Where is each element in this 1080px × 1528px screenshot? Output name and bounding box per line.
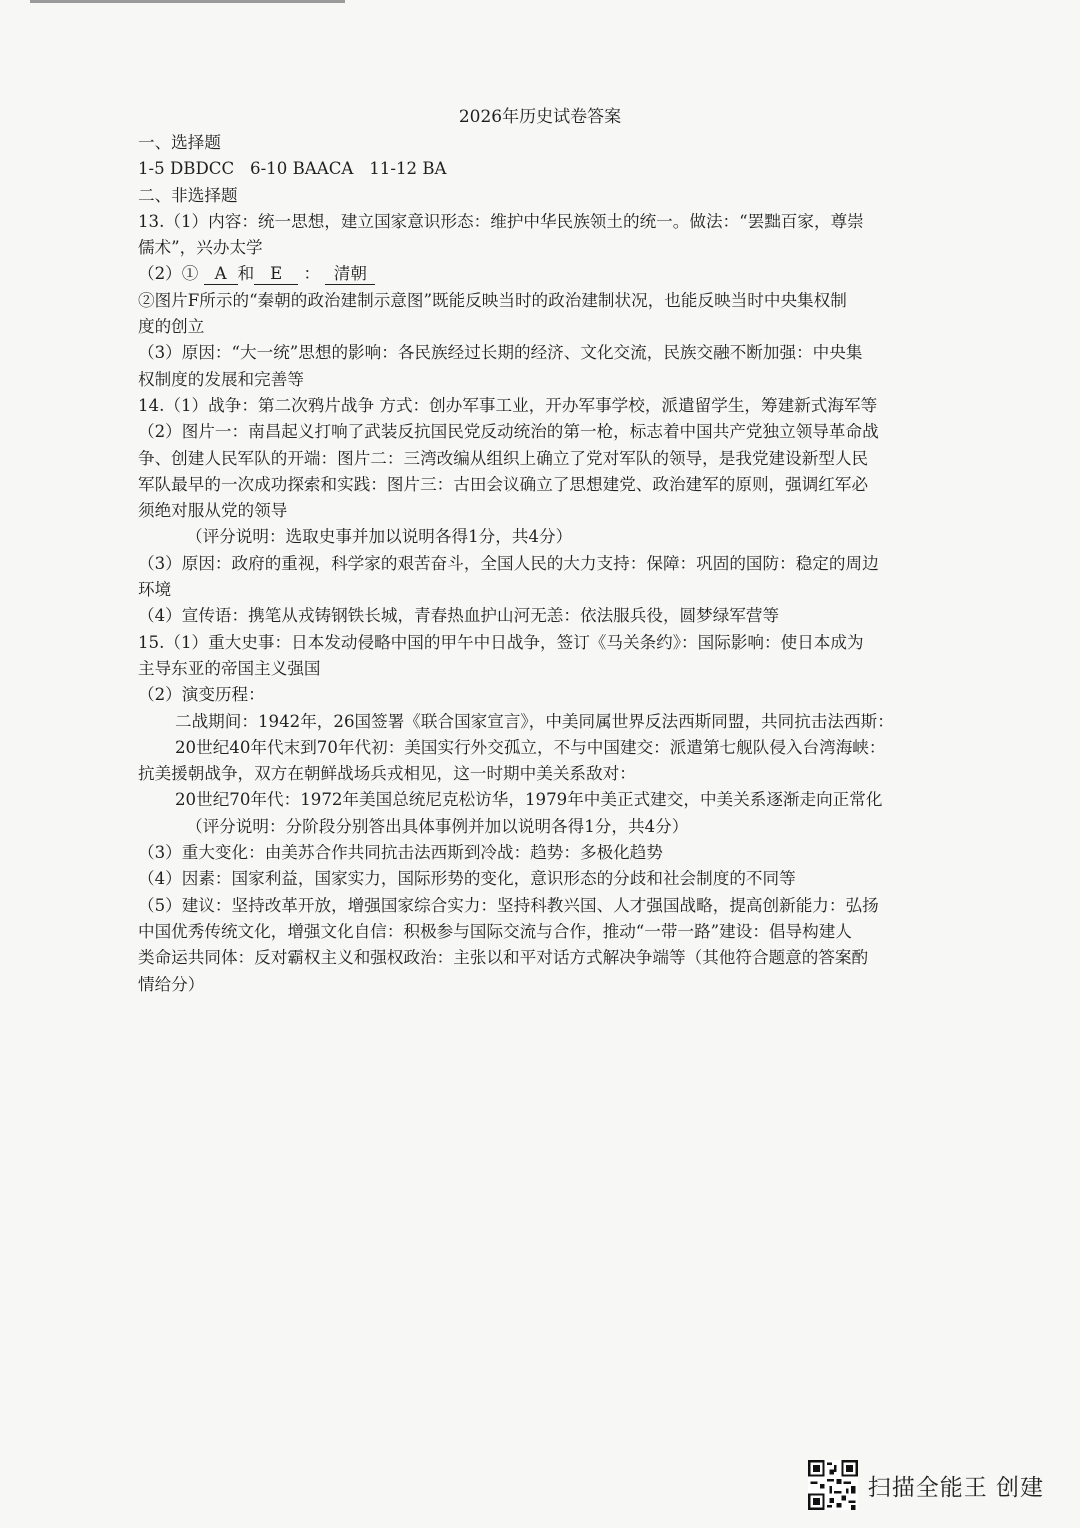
q15-line: （2）演变历程： <box>138 685 265 705</box>
answer-content <box>138 130 950 998</box>
q15-line: 主导东亚的帝国主义强国 <box>138 658 321 678</box>
q13-line: 度的创立 <box>138 317 205 337</box>
q15-line: 中国优秀传统文化，增强文化自信：积极参与国际交流与合作，推动“一带一路”建设：倡导构建人 <box>138 921 852 941</box>
q15-line: 抗美援朝战争，双方在朝鲜战场兵戎相见，这一时期中美关系敌对： <box>138 764 636 784</box>
fill-blank: 清朝 <box>325 264 375 285</box>
q13-line: 儒术”，兴办太学 <box>138 238 263 258</box>
section-heading: 一、选择题 <box>138 133 221 152</box>
q15-line: （5）建议：坚持改革开放，增强国家综合实力：坚持科教兴国、人才强国战略，提高创新能力：弘扬 <box>138 895 879 915</box>
q15-line: 类命运共同体：反对霸权主义和强权政治：主张以和平对话方式解决争端等（其他符合题意的答案酌 <box>138 948 869 968</box>
q13-fill-line: （2）① A 和 E ： 清朝 <box>138 261 950 287</box>
q14-line: （3）原因：政府的重视，科学家的艰苦奋斗，全国人民的大力支持：保障：巩固的国防：稳定的周边 <box>138 553 879 573</box>
q14-line: 14.（1）战争：第二次鸦片战争 方式：创办军事工业，开办军事学校，派遣留学生，筹建新式海军等 <box>138 395 878 415</box>
q13-line: ②图片F所示的“秦朝的政治建制示意图”既能反映当时的政治建制状况，也能反映当时中央集权制 <box>138 290 847 310</box>
qr-code-icon <box>808 1460 858 1510</box>
q15-line: 情给分） <box>138 974 205 994</box>
watermark-text: 扫描全能王 创建 <box>867 1474 1044 1501</box>
q15-line: 20世纪70年代：1972年美国总统尼克松访华，1979年中美正式建交，中美关系逐渐走向正常化 <box>175 790 883 810</box>
q14-line: （4）宣传语：携笔从戎铸钢铁长城，青春热血护山河无恙：依法服兵役，圆梦绿军营等 <box>138 606 780 626</box>
q14-line: 须绝对服从党的领导 <box>138 501 288 521</box>
q13-line: （3）原因：“大一统”思想的影响：各民族经过长期的经济、文化交流，民族交融不断加强：中央集 <box>138 343 863 363</box>
q15-line: （4）因素：国家利益，国家实力，国际形势的变化，意识形态的分歧和社会制度的不同等 <box>138 869 796 889</box>
page-title: 2026年历史试卷答案 <box>458 107 622 127</box>
scanner-watermark <box>808 1460 1044 1510</box>
q15-line: 20世纪40年代末到70年代初：美国实行外交孤立，不与中国建交：派遣第七舰队侵入台湾海峡： <box>175 737 886 757</box>
scan-edge <box>30 0 345 3</box>
scoring-note: （评分说明：选取史事并加以说明各得1分，共4分） <box>186 527 573 547</box>
choice-answers: 1-5 DBDCC 6-10 BAACA 11-12 BA <box>138 159 447 179</box>
q13-line: 13.（1）内容：统一思想，建立国家意识形态：维护中华民族领土的统一。做法：“罢黜百家，尊崇 <box>138 211 864 231</box>
scoring-note: （评分说明：分阶段分别答出具体事例并加以说明各得1分，共4分） <box>186 816 689 836</box>
q14-line: 军队最早的一次成功探索和实践：图片三：古田会议确立了思想建党、政治建军的原则，强调红军必 <box>138 474 869 494</box>
q14-line: 环境 <box>138 580 172 600</box>
q13-line: 权制度的发展和完善等 <box>138 369 304 389</box>
q14-line: （2）图片一：南昌起义打响了武装反抗国民党反动统治的第一枪，标志着中国共产党独立领导革命战 <box>138 422 879 442</box>
q15-line: 二战期间：1942年，26国签署《联合国家宣言》，中美同属世界反法西斯同盟，共同抗击法西斯： <box>175 711 894 731</box>
section-heading: 二、非选择题 <box>138 185 238 205</box>
q14-line: 争、创建人民军队的开端：图片二：三湾改编从组织上确立了党对军队的领导，是我党建设新型人民 <box>138 448 869 468</box>
fill-blank: A <box>204 264 238 285</box>
fill-blank: E <box>254 264 298 285</box>
q15-line: 15.（1）重大史事：日本发动侵略中国的甲午中日战争，签订《马关条约》：国际影响：使日本成为 <box>138 632 864 652</box>
q15-line: （3）重大变化：由美苏合作共同抗击法西斯到冷战：趋势：多极化趋势 <box>138 843 663 863</box>
